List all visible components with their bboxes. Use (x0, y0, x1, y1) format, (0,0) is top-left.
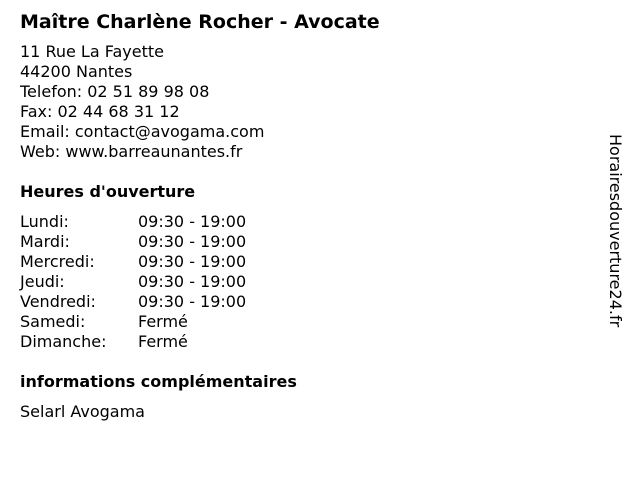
day-label: Mardi: (20, 232, 70, 251)
address-block (20, 42, 600, 162)
city-line: 44200 Nantes (20, 62, 133, 81)
hours-row-wednesday (20, 252, 600, 272)
hours-row-thursday (20, 272, 600, 292)
hours-table (20, 212, 600, 352)
time-value: 09:30 - 19:00 (138, 292, 247, 311)
time-value: 09:30 - 19:00 (138, 272, 247, 291)
day-label: Vendredi: (20, 292, 96, 311)
time-value: Fermé (138, 312, 188, 331)
time-value: Fermé (138, 332, 188, 351)
hours-row-saturday (20, 312, 600, 332)
time-value: 09:30 - 19:00 (138, 232, 247, 251)
phone-line: Telefon: 02 51 89 98 08 (20, 82, 210, 101)
street-address: 11 Rue La Fayette (20, 42, 164, 61)
hours-heading: Heures d'ouverture (20, 182, 196, 201)
day-label: Mercredi: (20, 252, 95, 271)
fax-line: Fax: 02 44 68 31 12 (20, 102, 180, 121)
business-title: Maître Charlène Rocher - Avocate (20, 11, 380, 33)
extra-info-text: Selarl Avogama (20, 402, 145, 421)
time-value: 09:30 - 19:00 (138, 212, 247, 231)
business-card (20, 10, 600, 422)
email-line: Email: contact@avogama.com (20, 122, 265, 141)
extra-info-heading: informations complémentaires (20, 372, 297, 391)
web-line: Web: www.barreaunantes.fr (20, 142, 243, 161)
day-label: Jeudi: (20, 272, 65, 291)
hours-row-friday (20, 292, 600, 312)
day-label: Dimanche: (20, 332, 107, 351)
hours-row-tuesday (20, 232, 600, 252)
side-brand-watermark: Horairesdouverture24.fr (606, 134, 625, 328)
day-label: Samedi: (20, 312, 86, 331)
hours-row-sunday (20, 332, 600, 352)
day-label: Lundi: (20, 212, 69, 231)
hours-row-monday (20, 212, 600, 232)
time-value: 09:30 - 19:00 (138, 252, 247, 271)
